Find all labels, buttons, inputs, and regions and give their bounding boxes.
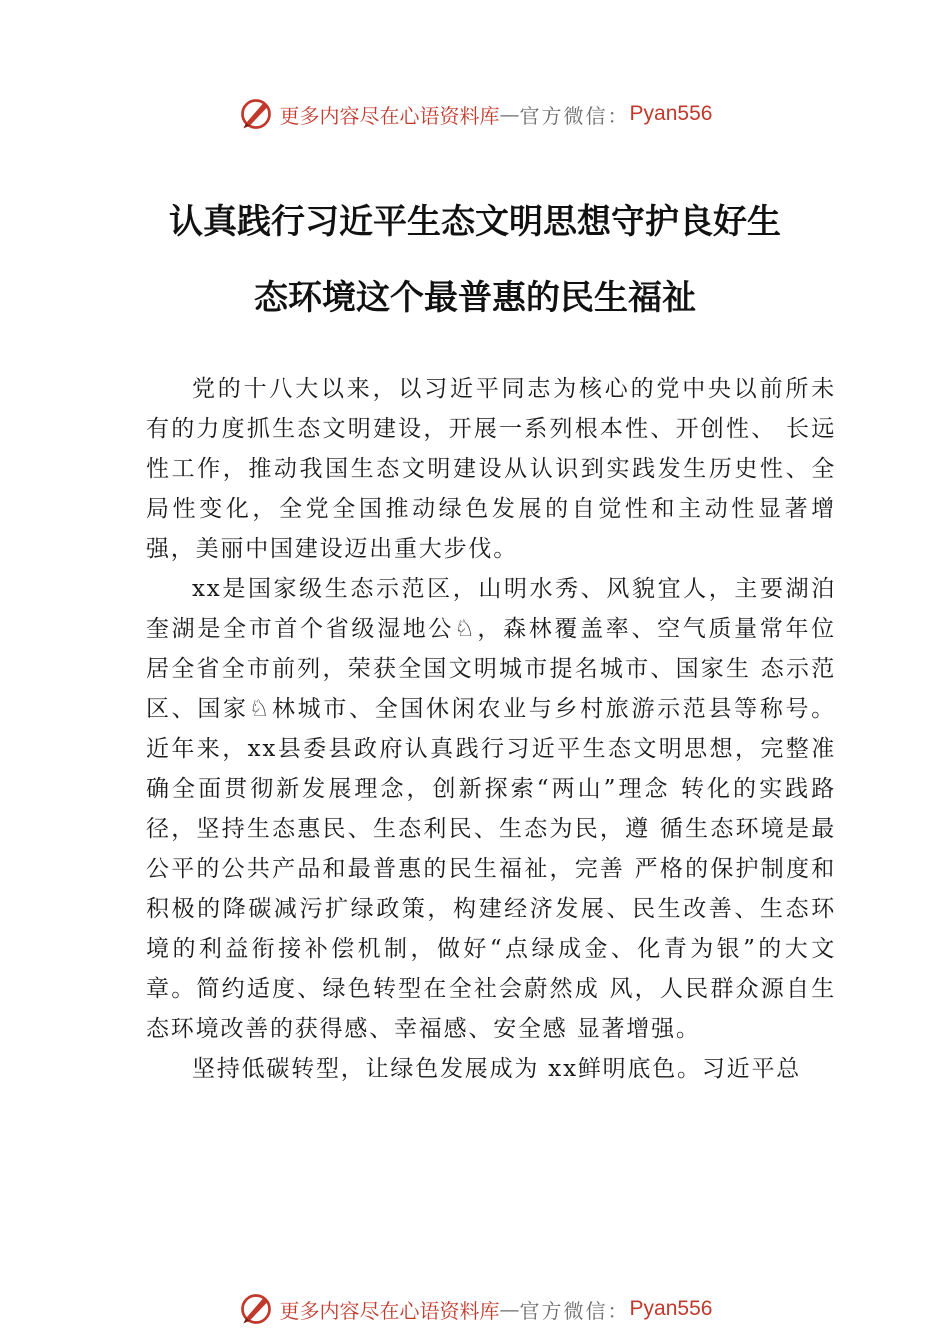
paragraph-1: 党的十八大以来，以习近平同志为核心的党中央以前所未有的力度抓生态文明建设，开展一系列根本性、开创性、 长远性工作，推动我国生态文明建设从认识到实践发生历史性、全局性变化，全党全国推动绿色发展的自觉性和主动性显著增强，美丽中国建设迈出重大步伐。 (146, 376, 836, 562)
watermark-wechat-id: Pyan556 (629, 102, 713, 125)
document-title-line-2: 态环境这个最普惠的民生福祉 (254, 278, 696, 318)
pen-logo-icon (238, 96, 274, 132)
watermark-footer (0, 1289, 950, 1329)
paragraph-3: 坚持低碳转型，让绿色发展成为 xx鲜明底色。习近平总 (192, 1056, 802, 1082)
paragraph-2: xx是国家级生态示范区，山明水秀、风貌宜人，主要湖泊奎湖是全市首个省级湿地公♘，森林覆盖率、空气质量常年位居全省全市前列，荣获全国文明城市提名城市、国家生 态示范区、国家♘林城市、全国休闲农业与乡村旅游示范县等称号。近年来，xx县委县政府认真践行习近平生态文明思想，完整准确全面贯彻新发展理念，创新探索“两山”理念 转化的实践路径，坚持生态惠民、生态利民、生态为民，遵 循生态环境是最公平的公共产品和最普惠的民生福祉，完善 严格的保护制度和积极的降碳减污扩绿政策，构建经济发展、民生改善、生态环境的利益衔接补偿机制，做好“点绿成金、化青为银”的大文章。简约适度、绿色转型在全社会蔚然成 风，人民群众源自生态环境改善的获得感、幸福感、安全感 显著增强。 (146, 576, 836, 1042)
watermark-brand-text: 更多内容尽在心语资料库 (279, 103, 500, 128)
watermark-dash: — (499, 102, 520, 126)
pen-logo-icon (238, 1291, 274, 1327)
watermark-wechat-id: Pyan556 (629, 1297, 713, 1320)
watermark-header (0, 94, 950, 134)
watermark-wechat-label: 官方微信： (519, 103, 630, 128)
watermark-dash: — (499, 1297, 520, 1321)
watermark-brand-text: 更多内容尽在心语资料库 (279, 1298, 500, 1323)
watermark-wechat-label: 官方微信： (519, 1298, 630, 1323)
document-body (146, 369, 836, 1089)
document-title-line-1: 认真践行习近平生态文明思想守护良好生 (169, 202, 781, 242)
